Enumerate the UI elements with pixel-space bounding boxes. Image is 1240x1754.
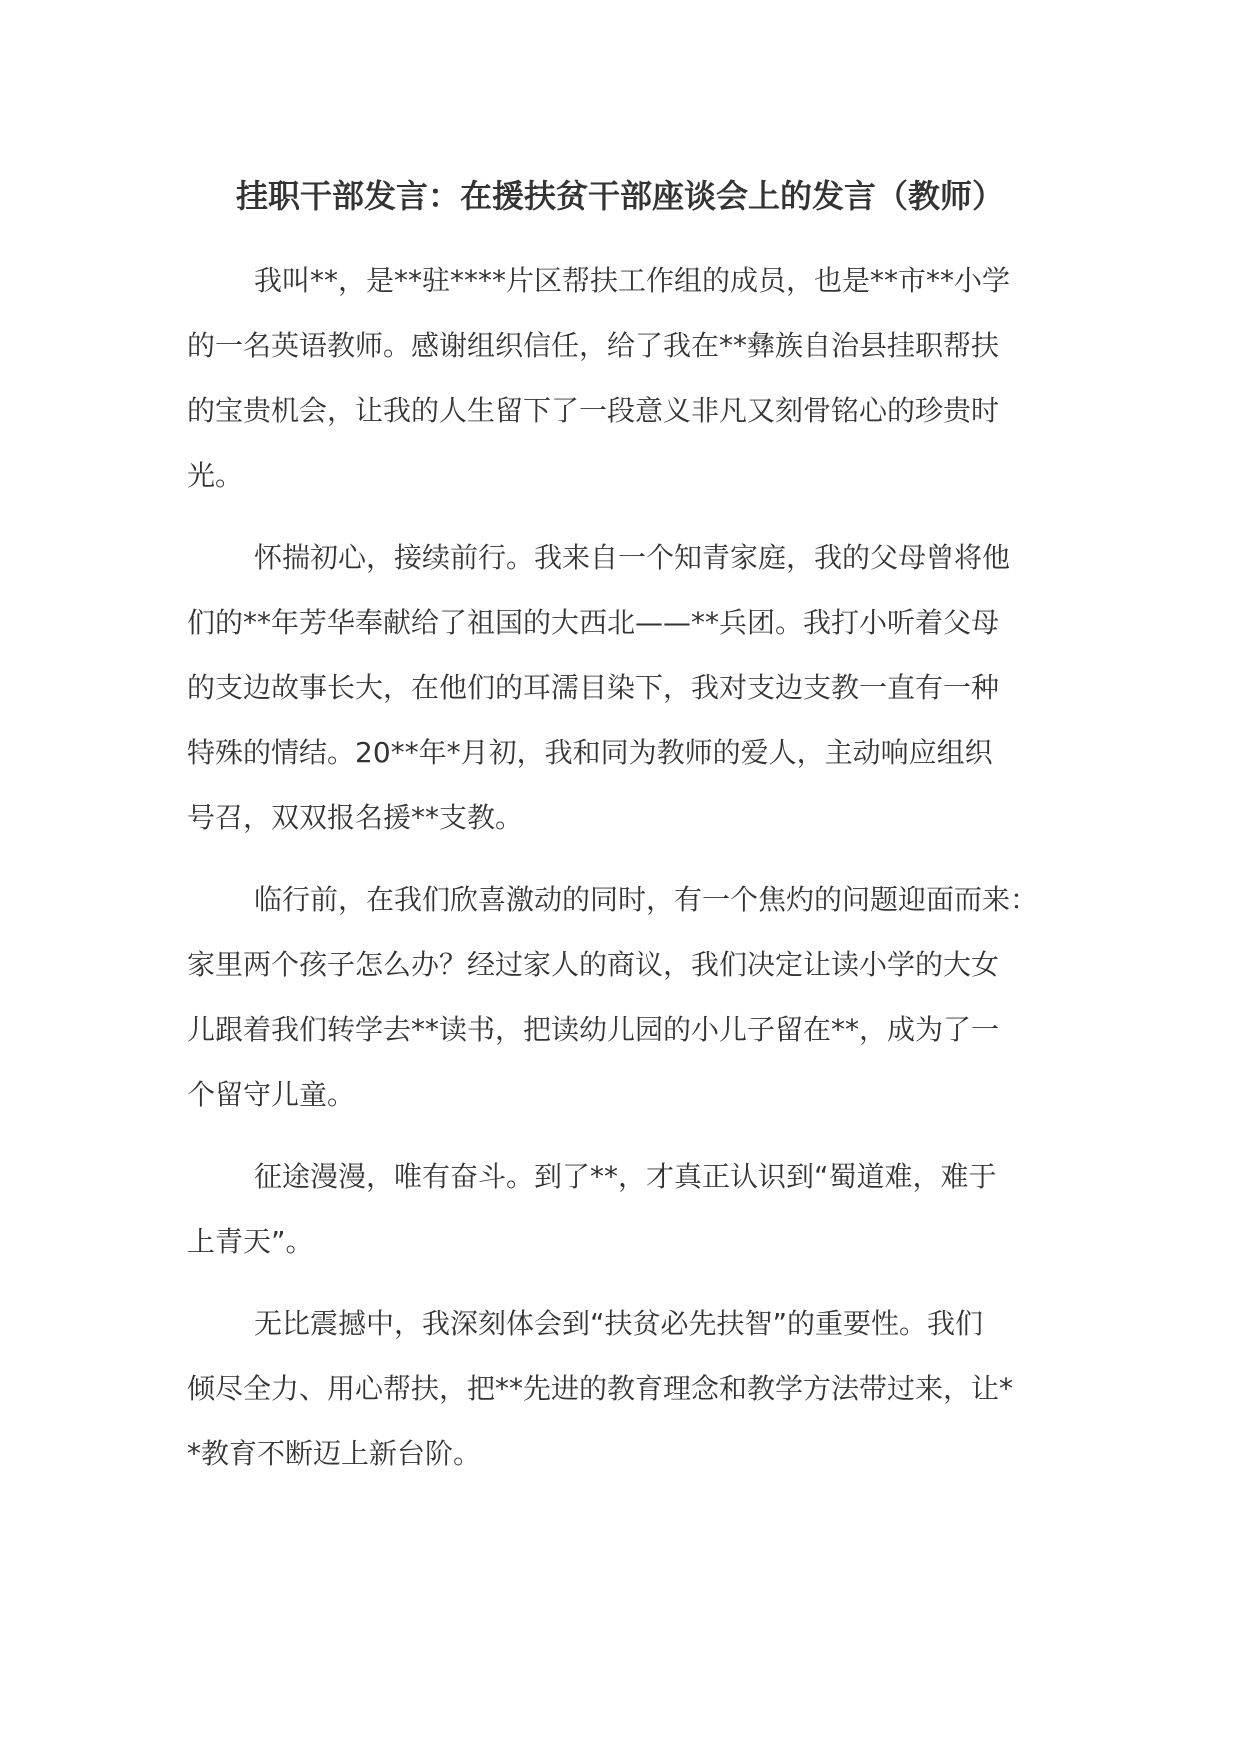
paragraph-line: 特殊的情结。20**年*月初，我和同为教师的爱人，主动响应组织 — [187, 736, 993, 769]
paragraph-line: 征途漫漫，唯有奋斗。到了**，才真正认识到“蜀道难，难于 — [254, 1160, 997, 1193]
paragraph-4 — [187, 1144, 1067, 1274]
document-title: 挂职干部发言：在援扶贫干部座谈会上的发言（教师） — [235, 177, 1004, 215]
paragraph-line: *教育不断迈上新台阶。 — [187, 1437, 482, 1470]
paragraph-line: 临行前，在我们欣喜激动的同时，有一个焦灼的问题迎面而来： — [254, 883, 1039, 916]
paragraph-line: 号召，双双报名援**支教。 — [187, 801, 524, 834]
paragraph-line: 我叫**，是**驻****片区帮扶工作组的成员，也是**市**小学 — [254, 264, 1011, 297]
paragraph-line: 的支边故事长大，在他们的耳濡目染下，我对支边支教一直有一种 — [187, 671, 1000, 704]
paragraph-line: 家里两个孩子怎么办？经过家人的商议，我们决定让读小学的大女 — [187, 948, 1000, 981]
paragraph-line: 光。 — [187, 459, 244, 492]
document-body — [187, 248, 1067, 1503]
paragraph-line: 无比震撼中，我深刻体会到“扶贫必先扶智”的重要性。我们 — [254, 1307, 984, 1340]
paragraph-line: 怀揣初心，接续前行。我来自一个知青家庭，我的父母曾将他 — [254, 541, 1011, 574]
paragraph-3 — [187, 867, 1067, 1127]
paragraph-line: 儿跟着我们转学去**读书，把读幼儿园的小儿子留在**，成为了一 — [187, 1013, 1000, 1046]
paragraph-line: 倾尽全力、用心帮扶，把**先进的教育理念和教学方法带过来，让* — [187, 1372, 1014, 1405]
paragraph-line: 上青天”。 — [187, 1225, 314, 1258]
paragraph-2 — [187, 525, 1067, 850]
paragraph-5 — [187, 1291, 1067, 1486]
paragraph-1 — [187, 248, 1067, 508]
paragraph-line: 个留守儿童。 — [187, 1078, 356, 1111]
paragraph-line: 的宝贵机会，让我的人生留下了一段意义非凡又刻骨铭心的珍贵时 — [187, 394, 1000, 427]
paragraph-line: 们的**年芳华奉献给了祖国的大西北——**兵团。我打小听着父母 — [187, 606, 1000, 639]
paragraph-line: 的一名英语教师。感谢组织信任，给了我在**彝族自治县挂职帮扶 — [187, 329, 1000, 362]
